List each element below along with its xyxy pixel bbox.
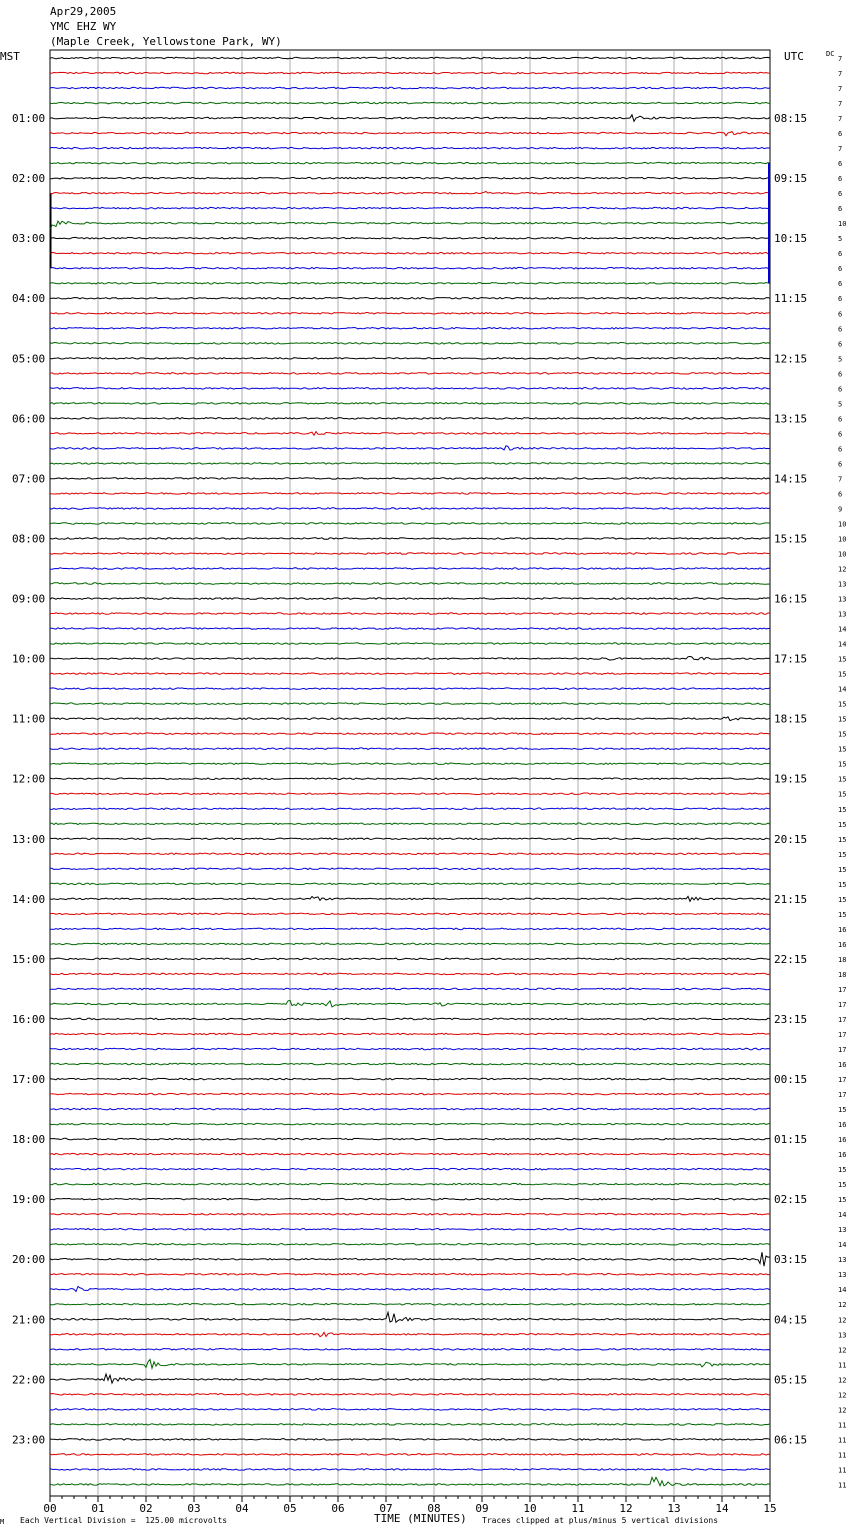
dc-offset-label: 6 <box>838 205 843 214</box>
dc-offset-label: 15 <box>838 670 847 679</box>
seismic-trace <box>50 1252 770 1266</box>
dc-offset-label: 14 <box>838 1211 847 1220</box>
seismic-trace <box>50 763 770 765</box>
dc-offset-label: 11 <box>838 1466 847 1475</box>
seismic-trace <box>50 703 770 705</box>
seismic-trace <box>50 115 770 122</box>
seismic-trace <box>50 883 770 885</box>
dc-offset-label: 6 <box>838 295 843 304</box>
seismic-trace <box>50 388 770 390</box>
seismic-trace <box>50 1063 770 1065</box>
dc-offset-label: 12 <box>838 1301 847 1310</box>
seismic-trace <box>50 192 770 194</box>
dc-offset-label: 16 <box>838 1151 847 1160</box>
seismic-trace <box>50 823 770 825</box>
right-hour-label: 22:15 <box>774 952 808 966</box>
left-hour-label: 05:00 <box>12 352 46 366</box>
seismic-trace <box>50 1409 770 1411</box>
dc-offset-label: 9 <box>838 505 843 514</box>
right-hour-label: 04:15 <box>774 1313 808 1327</box>
seismic-trace <box>50 493 770 495</box>
dc-offset-label: 14 <box>838 640 847 649</box>
seismic-trace <box>50 1198 770 1200</box>
dc-offset-label: 7 <box>838 55 843 63</box>
seismic-trace <box>50 478 770 480</box>
dc-offset-label: 14 <box>838 685 847 694</box>
dc-offset-label: 6 <box>838 265 843 274</box>
seismic-trace <box>50 1359 770 1368</box>
dc-offset-label: 15 <box>838 910 847 919</box>
dc-offset-label: 15 <box>838 865 847 874</box>
left-hour-label: 14:00 <box>12 892 46 906</box>
left-hour-label: 21:00 <box>12 1313 46 1327</box>
dc-offset-label: 6 <box>838 160 843 169</box>
dc-offset-label: 18 <box>838 970 847 979</box>
seismic-trace <box>50 1018 770 1020</box>
dc-offset-label: 16 <box>838 925 847 934</box>
dc-offset-label: 17 <box>838 1076 847 1085</box>
dc-offset-label: 13 <box>838 1256 847 1265</box>
dc-offset-label: 6 <box>838 325 843 334</box>
seismic-trace <box>50 538 770 540</box>
seismic-trace <box>50 1138 770 1140</box>
x-tick-label: 13 <box>667 1502 681 1515</box>
seismic-trace <box>50 688 770 690</box>
dc-offset-label: 14 <box>838 1241 847 1250</box>
dc-offset-label: 7 <box>838 85 843 94</box>
dc-offset-label: 6 <box>838 280 843 289</box>
seismic-trace <box>50 1078 770 1080</box>
x-tick-label: 12 <box>619 1502 633 1515</box>
dc-offset-label: 15 <box>838 715 847 724</box>
x-tick-label: 09 <box>475 1502 489 1515</box>
seismic-trace <box>50 656 770 660</box>
seismic-trace <box>50 973 770 975</box>
seismic-trace <box>50 598 770 600</box>
dc-offset-label: 17 <box>838 1045 847 1054</box>
right-hour-label: 23:15 <box>774 1012 808 1026</box>
seismic-trace <box>50 162 770 164</box>
left-hour-label: 19:00 <box>12 1193 46 1207</box>
dc-offset-label: 17 <box>838 1000 847 1009</box>
dc-offset-label: 16 <box>838 940 847 949</box>
dc-offset-label: 6 <box>838 175 843 184</box>
dc-offset-label: 6 <box>838 190 843 199</box>
dc-offset-label: 15 <box>838 820 847 829</box>
seismic-trace <box>50 1228 770 1230</box>
seismic-trace <box>50 793 770 795</box>
seismic-trace <box>50 717 770 721</box>
right-hour-label: 08:15 <box>774 112 808 126</box>
dc-offset-label: 10 <box>838 520 847 529</box>
dc-offset-label: 14 <box>838 625 847 634</box>
dc-offset-label: 11 <box>838 1421 847 1430</box>
left-hour-label: 06:00 <box>12 412 46 426</box>
dc-offset-label: 13 <box>838 595 847 604</box>
seismic-trace <box>50 1394 770 1396</box>
dc-offset-label: 11 <box>838 1436 847 1445</box>
seismic-trace <box>50 643 770 645</box>
seismic-trace <box>50 568 770 570</box>
x-tick-label: 05 <box>283 1502 297 1515</box>
seismic-trace <box>50 177 770 179</box>
seismic-trace <box>50 1439 770 1441</box>
seismic-trace <box>50 583 770 585</box>
x-tick-label: 14 <box>715 1502 729 1515</box>
dc-offset-label: 6 <box>838 430 843 439</box>
seismic-trace <box>50 207 770 209</box>
dc-offset-label: 12 <box>838 1376 847 1385</box>
seismic-trace <box>50 808 770 810</box>
seismic-trace <box>50 853 770 855</box>
right-hour-label: 01:15 <box>774 1133 808 1147</box>
seismic-trace <box>50 237 770 239</box>
right-hour-label: 13:15 <box>774 412 808 426</box>
dc-offset-label: 7 <box>838 145 843 154</box>
seismic-trace <box>50 1048 770 1050</box>
seismic-trace <box>50 403 770 405</box>
seismic-trace <box>50 748 770 750</box>
dc-offset-label: 10 <box>838 220 847 229</box>
dc-offset-label: 6 <box>838 445 843 454</box>
right-timezone: UTC <box>784 50 804 63</box>
right-hour-label: 17:15 <box>774 652 808 666</box>
seismic-trace <box>50 72 770 74</box>
left-hour-label: 11:00 <box>12 712 46 726</box>
x-tick-label: 01 <box>91 1502 105 1515</box>
left-timezone: MST <box>0 50 20 63</box>
chart-location: (Maple Creek, Yellowstone Park, WY) <box>50 35 282 48</box>
x-tick-label: 08 <box>427 1502 441 1515</box>
left-hour-label: 04:00 <box>12 292 46 306</box>
seismic-trace <box>50 613 770 615</box>
right-hour-label: 15:15 <box>774 532 808 546</box>
dc-offset-label: 15 <box>838 1106 847 1115</box>
right-hour-label: 06:15 <box>774 1433 808 1447</box>
x-tick-label: 15 <box>763 1502 777 1515</box>
seismic-trace <box>50 1123 770 1125</box>
seismic-trace <box>50 1374 770 1383</box>
dc-offset-label: 17 <box>838 985 847 994</box>
dc-offset-label: 15 <box>838 790 847 799</box>
seismic-trace <box>50 1424 770 1426</box>
seismic-trace <box>50 988 770 990</box>
dc-offset-label: 15 <box>838 730 847 739</box>
corner-mark: M <box>0 1518 5 1526</box>
left-hour-label: 15:00 <box>12 952 46 966</box>
seismic-trace <box>50 838 770 840</box>
dc-offset-label: 13 <box>838 1271 847 1280</box>
left-hour-label: 18:00 <box>12 1133 46 1147</box>
x-tick-label: 11 <box>571 1502 585 1515</box>
x-tick-label: 06 <box>331 1502 345 1515</box>
left-hour-label: 16:00 <box>12 1012 46 1026</box>
dc-offset-label: 11 <box>838 1361 847 1370</box>
seismic-trace <box>50 221 770 229</box>
seismic-trace <box>50 87 770 89</box>
left-hour-label: 23:00 <box>12 1433 46 1447</box>
seismic-trace <box>50 1168 770 1170</box>
left-hour-label: 17:00 <box>12 1073 46 1087</box>
seismic-trace <box>50 147 770 149</box>
seismic-trace <box>50 508 770 510</box>
seismic-trace <box>50 1454 770 1456</box>
seismic-trace <box>50 896 770 901</box>
dc-offset-label: 15 <box>838 850 847 859</box>
seismic-trace <box>50 57 770 59</box>
seismic-trace <box>50 868 770 870</box>
seismic-trace <box>50 673 770 675</box>
right-hour-label: 21:15 <box>774 892 808 906</box>
dc-offset-label: 15 <box>838 760 847 769</box>
seismic-trace <box>50 1312 770 1322</box>
seismic-trace <box>50 1332 770 1336</box>
dc-offset-label: 15 <box>838 835 847 844</box>
dc-offset-label: 15 <box>838 880 847 889</box>
dc-offset-label: 13 <box>838 610 847 619</box>
right-hour-label: 16:15 <box>774 592 808 606</box>
dc-offset-label: 10 <box>838 550 847 559</box>
dc-offset-label: 6 <box>838 310 843 319</box>
chart-station: YMC EHZ WY <box>50 20 117 33</box>
dc-offset-label: 17 <box>838 1015 847 1024</box>
seismic-trace <box>50 733 770 735</box>
right-hour-label: 12:15 <box>774 352 808 366</box>
seismic-trace <box>50 446 770 450</box>
seismic-trace <box>50 1477 770 1485</box>
seismic-trace <box>50 1093 770 1095</box>
right-hour-label: 19:15 <box>774 772 808 786</box>
clip-note: Traces clipped at plus/minus 5 vertical divisions <box>482 1516 719 1525</box>
dc-offset-label: 7 <box>838 115 843 124</box>
dc-offset-label: 13 <box>838 1226 847 1235</box>
dc-offset-label: 11 <box>838 1481 847 1490</box>
chart-date: Apr29,2005 <box>50 5 117 18</box>
seismic-trace <box>50 1213 770 1215</box>
seismic-trace <box>50 1287 770 1292</box>
seismic-trace <box>50 132 770 136</box>
x-tick-label: 00 <box>43 1502 57 1515</box>
right-hour-label: 14:15 <box>774 472 808 486</box>
dc-offset-label: 6 <box>838 370 843 379</box>
dc-offset-label: 17 <box>838 1030 847 1039</box>
right-hour-label: 18:15 <box>774 712 808 726</box>
left-hour-label: 03:00 <box>12 232 46 246</box>
seismic-trace <box>50 523 770 525</box>
left-hour-label: 10:00 <box>12 652 46 666</box>
dc-offset-label: 5 <box>838 355 843 364</box>
left-hour-label: 22:00 <box>12 1373 46 1387</box>
seismic-trace <box>50 913 770 915</box>
left-hour-label: 02:00 <box>12 172 46 186</box>
left-hour-label: 20:00 <box>12 1253 46 1267</box>
dc-offset-label: 6 <box>838 340 843 349</box>
dc-offset-label: 15 <box>838 1181 847 1190</box>
seismic-trace <box>50 1243 770 1245</box>
dc-offset-label: 15 <box>838 805 847 814</box>
seismic-trace <box>50 1108 770 1110</box>
seismic-trace <box>50 313 770 315</box>
x-tick-label: 03 <box>187 1502 201 1515</box>
right-hour-label: 05:15 <box>774 1373 808 1387</box>
left-hour-label: 09:00 <box>12 592 46 606</box>
seismic-trace <box>50 1273 770 1275</box>
x-tick-label: 04 <box>235 1502 249 1515</box>
x-tick-label: 02 <box>139 1502 153 1515</box>
dc-offset-label: 16 <box>838 1121 847 1130</box>
seismic-trace <box>50 267 770 269</box>
dc-offset-label: 17 <box>838 1091 847 1100</box>
left-hour-label: 13:00 <box>12 832 46 846</box>
seismic-trace <box>50 1183 770 1185</box>
seismic-trace <box>50 943 770 945</box>
dc-offset-label: 12 <box>838 1391 847 1400</box>
seismic-trace <box>50 102 770 104</box>
dc-offset-label: 6 <box>838 460 843 469</box>
seismic-trace <box>50 432 770 436</box>
dc-offset-label: 18 <box>838 955 847 964</box>
left-hour-label: 08:00 <box>12 532 46 546</box>
dc-offset-label: 15 <box>838 745 847 754</box>
right-hour-label: 02:15 <box>774 1193 808 1207</box>
right-hour-label: 10:15 <box>774 232 808 246</box>
x-axis-label: TIME (MINUTES) <box>374 1512 467 1525</box>
scale-note: Each Vertical Division = 125.00 microvolts <box>20 1516 228 1525</box>
dc-header: DC <box>826 50 835 58</box>
plot-frame <box>50 50 770 1496</box>
seismic-trace <box>50 553 770 555</box>
dc-offset-label: 16 <box>838 1136 847 1145</box>
dc-offset-label: 12 <box>838 565 847 574</box>
dc-offset-label: 6 <box>838 490 843 499</box>
seismic-trace <box>50 1469 770 1471</box>
seismic-trace <box>50 463 770 465</box>
dc-offset-label: 15 <box>838 895 847 904</box>
dc-offset-label: 12 <box>838 1406 847 1415</box>
seismic-trace <box>50 1304 770 1306</box>
left-hour-label: 07:00 <box>12 472 46 486</box>
seismic-trace <box>50 343 770 345</box>
dc-offset-label: 6 <box>838 130 843 139</box>
seismic-trace <box>50 283 770 285</box>
seismic-trace <box>50 1000 770 1007</box>
right-hour-label: 11:15 <box>774 292 808 306</box>
dc-offset-label: 7 <box>838 100 843 109</box>
dc-offset-label: 12 <box>838 1316 847 1325</box>
dc-offset-label: 10 <box>838 535 847 544</box>
dc-offset-label: 5 <box>838 400 843 409</box>
x-tick-label: 07 <box>379 1502 393 1515</box>
dc-offset-label: 13 <box>838 1331 847 1340</box>
right-hour-label: 20:15 <box>774 832 808 846</box>
seismic-trace <box>50 358 770 360</box>
seismic-trace <box>50 252 770 254</box>
dc-offset-label: 12 <box>838 1346 847 1355</box>
right-hour-label: 00:15 <box>774 1073 808 1087</box>
seismic-trace <box>50 1349 770 1351</box>
dc-offset-label: 15 <box>838 655 847 664</box>
left-hour-label: 01:00 <box>12 112 46 126</box>
left-hour-label: 12:00 <box>12 772 46 786</box>
seismic-trace <box>50 628 770 630</box>
dc-offset-label: 16 <box>838 1061 847 1070</box>
dc-offset-label: 6 <box>838 385 843 394</box>
dc-offset-label: 15 <box>838 775 847 784</box>
dc-offset-label: 11 <box>838 1451 847 1460</box>
dc-offset-label: 5 <box>838 235 843 244</box>
dc-offset-label: 7 <box>838 475 843 484</box>
dc-offset-label: 15 <box>838 1196 847 1205</box>
seismic-trace <box>50 373 770 375</box>
dc-offset-label: 15 <box>838 1166 847 1175</box>
seismic-trace <box>50 928 770 930</box>
seismic-trace <box>50 328 770 330</box>
x-tick-label: 10 <box>523 1502 537 1515</box>
seismic-trace <box>50 1033 770 1035</box>
seismic-trace <box>50 1153 770 1155</box>
right-hour-label: 09:15 <box>774 172 808 186</box>
dc-offset-label: 6 <box>838 250 843 259</box>
dc-offset-label: 15 <box>838 700 847 709</box>
dc-offset-label: 13 <box>838 580 847 589</box>
dc-offset-label: 7 <box>838 70 843 79</box>
seismic-trace <box>50 778 770 780</box>
right-hour-label: 03:15 <box>774 1253 808 1267</box>
seismic-trace <box>50 418 770 420</box>
dc-offset-label: 14 <box>838 1286 847 1295</box>
seismic-trace <box>50 958 770 960</box>
dc-offset-label: 6 <box>838 415 843 424</box>
seismic-trace <box>50 298 770 300</box>
